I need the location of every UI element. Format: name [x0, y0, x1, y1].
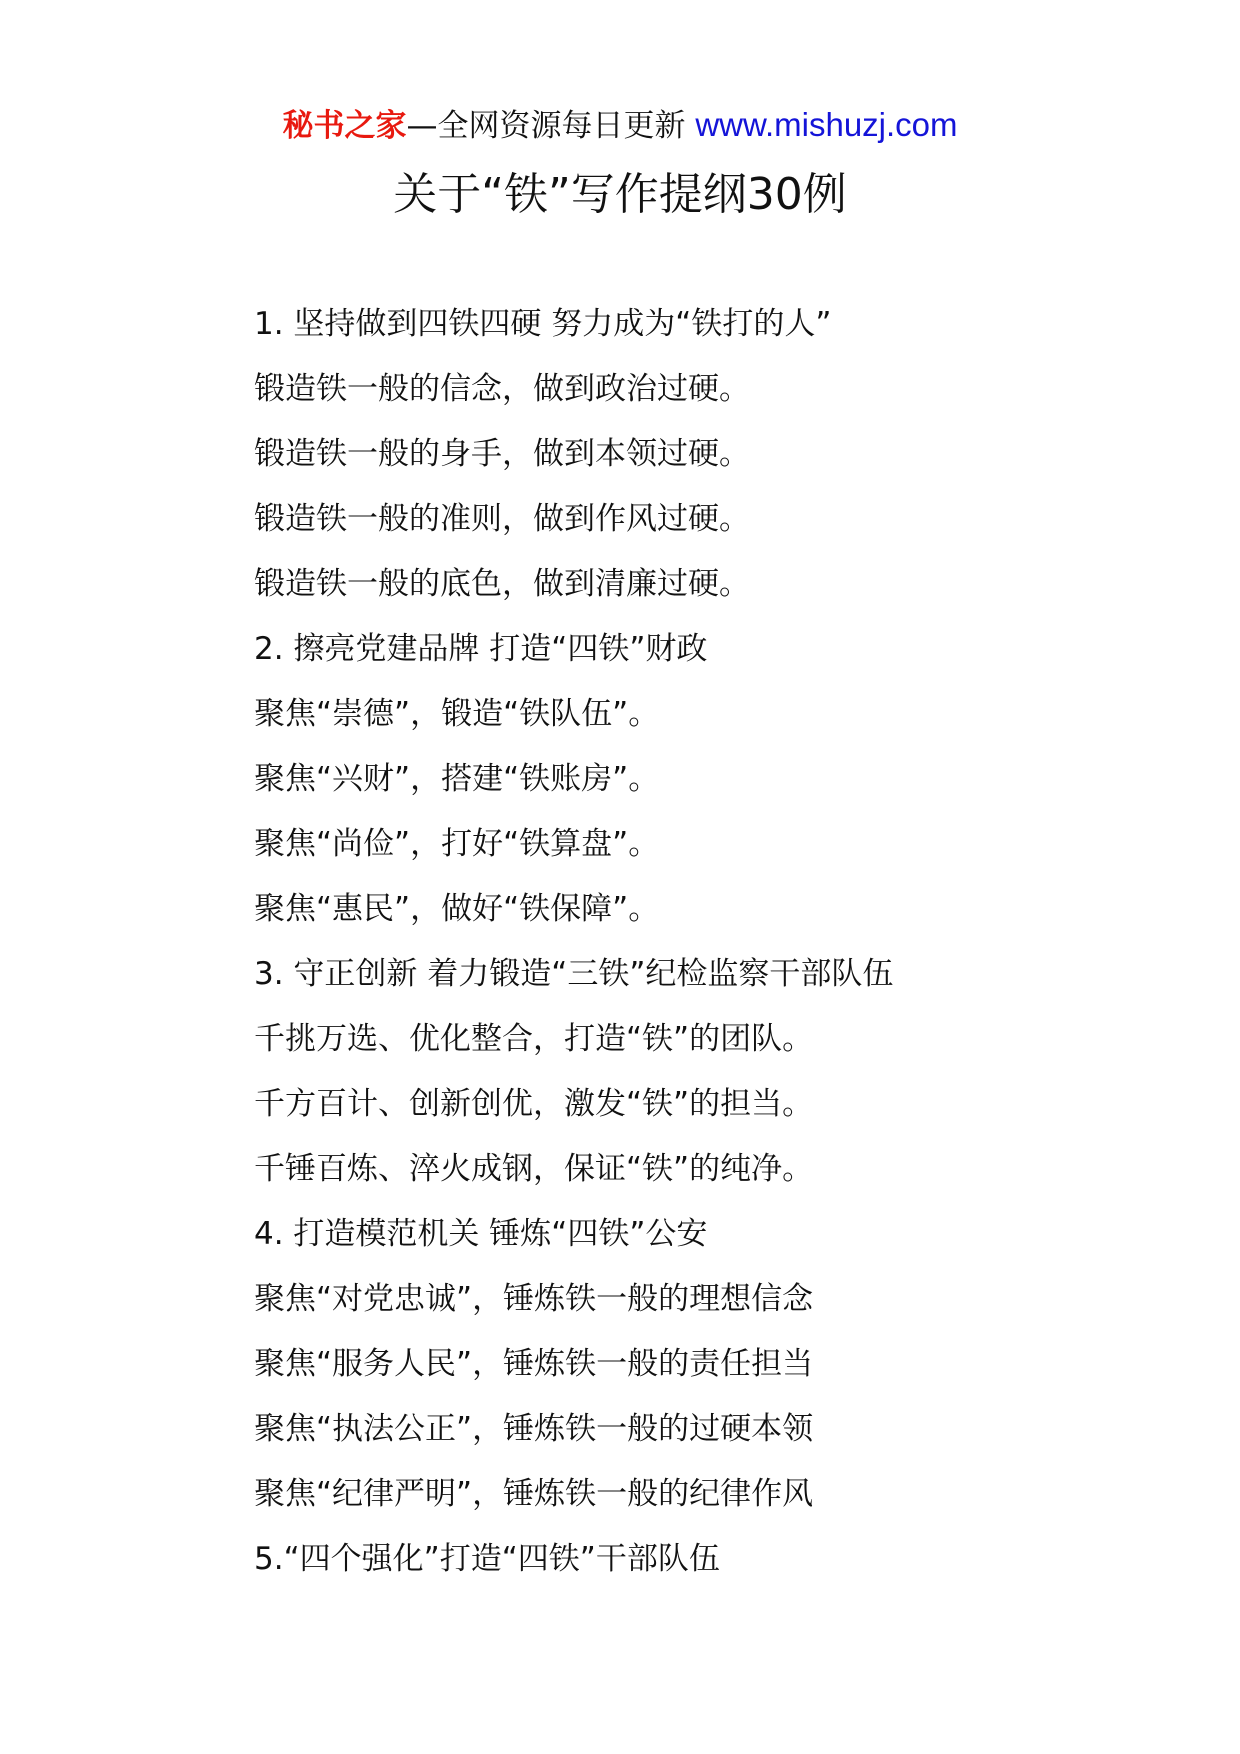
body-line: 锻造铁一般的信念，做到政治过硬。: [254, 371, 750, 407]
document-body: [254, 292, 1214, 1592]
section-heading-3: 3. 守正创新 着力锻造“三铁”纪检监察干部队伍: [254, 956, 894, 992]
section-heading-4: 4. 打造模范机关 锤炼“四铁”公安: [254, 1216, 708, 1252]
body-line: 锻造铁一般的底色，做到清廉过硬。: [254, 566, 750, 602]
body-line: 聚焦“崇德”，锻造“铁队伍”。: [254, 696, 660, 732]
body-line: 聚焦“执法公正”，锤炼铁一般的过硬本领: [254, 1411, 814, 1447]
body-line: 锻造铁一般的准则，做到作风过硬。: [254, 501, 750, 537]
section-heading-5: 5.“四个强化”打造“四铁”干部队伍: [254, 1541, 720, 1577]
site-tagline: —全网资源每日更新: [406, 108, 686, 144]
document-title: 关于“铁”写作提纲30例: [393, 169, 847, 220]
section-heading-1: 1. 坚持做到四铁四硬 努力成为“铁打的人”: [254, 306, 832, 342]
body-line: 聚焦“对党忠诚”，锤炼铁一般的理想信念: [254, 1281, 814, 1317]
body-line: 聚焦“尚俭”，打好“铁算盘”。: [254, 826, 660, 862]
body-line: 千方百计、创新创优，激发“铁”的担当。: [254, 1086, 814, 1122]
body-line: 聚焦“兴财”，搭建“铁账房”。: [254, 761, 660, 797]
body-line: 千挑万选、优化整合，打造“铁”的团队。: [254, 1021, 814, 1057]
brand-name: 秘书之家: [282, 108, 407, 144]
body-line: 千锤百炼、淬火成钢，保证“铁”的纯净。: [254, 1151, 814, 1187]
section-heading-2: 2. 擦亮党建品牌 打造“四铁”财政: [254, 631, 708, 667]
body-line: 聚焦“纪律严明”，锤炼铁一般的纪律作风: [254, 1476, 814, 1512]
body-line: 聚焦“服务人民”，锤炼铁一般的责任担当: [254, 1346, 814, 1382]
site-header: [0, 98, 1240, 153]
body-line: 聚焦“惠民”，做好“铁保障”。: [254, 891, 660, 927]
site-url: www.mishuzj.com: [695, 106, 958, 143]
body-line: 锻造铁一般的身手，做到本领过硬。: [254, 436, 750, 472]
